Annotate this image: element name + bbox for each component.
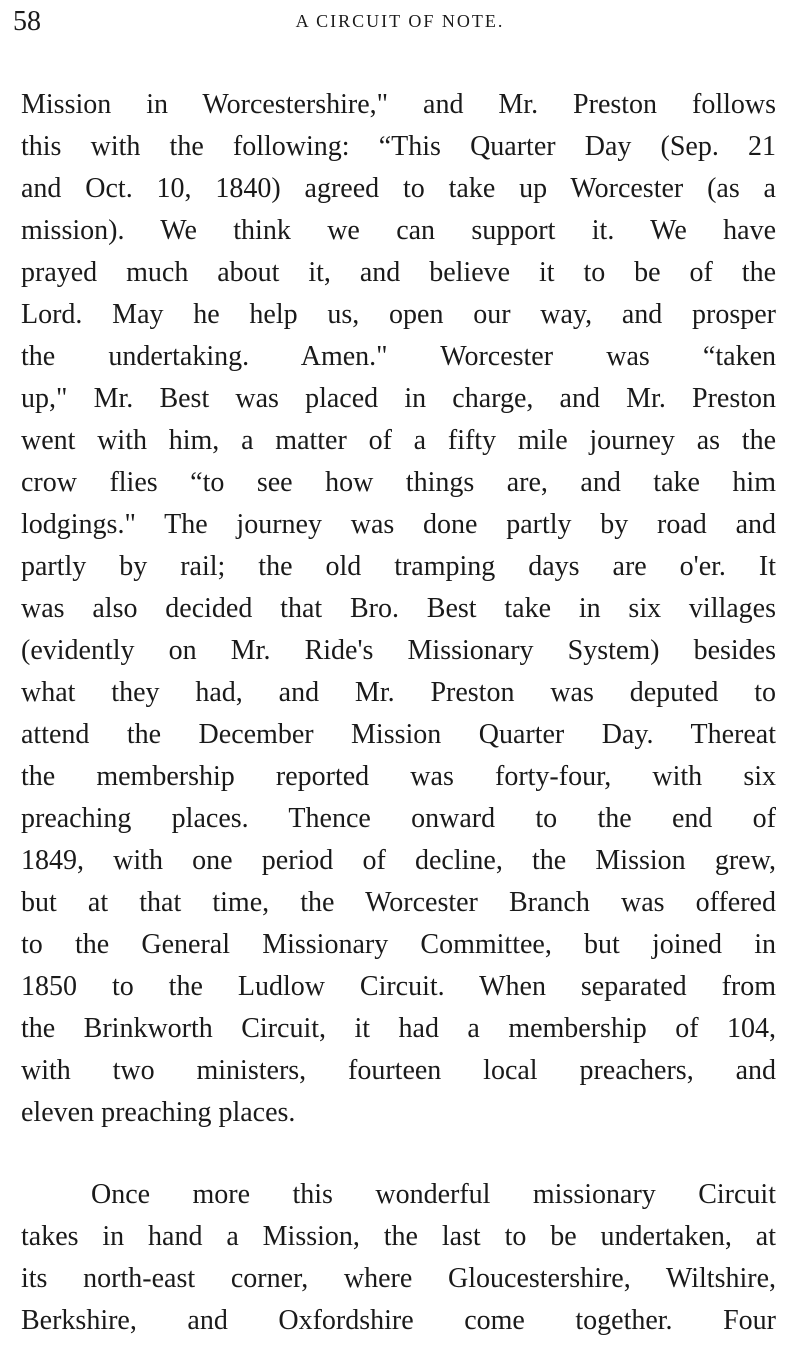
text-line: eleven preaching places. [21,1097,296,1128]
text-line: 1849, with one period of decline, the Mission grew, [21,845,776,876]
text-line: prayed much about it, and believe it to be of the [21,257,776,288]
page-number: 58 [13,6,41,37]
text-line: attend the December Mission Quarter Day. Thereat [21,719,776,750]
text-line: partly by rail; the old tramping days are o'er. It [21,551,776,582]
text-line: the undertaking. Amen." Worcester was “taken [21,341,776,372]
text-line: to the General Missionary Committee, but joined in [21,929,776,960]
text-line: crow flies “to see how things are, and take him [21,467,776,498]
text-line: takes in hand a Mission, the last to be undertaken, at [21,1221,776,1252]
text-line: was also decided that Bro. Best take in six villages [21,593,776,624]
text-line: the Brinkworth Circuit, it had a membership of 104, [21,1013,776,1044]
text-line: and Oct. 10, 1840) agreed to take up Worcester (as a [21,173,776,204]
running-title: A CIRCUIT OF NOTE. [295,11,505,31]
paragraph [21,84,776,1134]
text-line: Berkshire, and Oxfordshire come together. Four [21,1305,776,1336]
text-line: its north-east corner, where Gloucestershire, Wiltshire, [21,1263,776,1294]
text-line: lodgings." The journey was done partly by road and [21,509,776,540]
paragraph [21,1174,776,1342]
text-line: Lord. May he help us, open our way, and prosper [21,299,776,330]
text-line: but at that time, the Worcester Branch was offered [21,887,776,918]
text-line: this with the following: “This Quarter Day (Sep. 21 [21,131,776,162]
text-line: went with him, a matter of a fifty mile journey as the [21,425,776,456]
text-line: mission). We think we can support it. We have [21,215,776,246]
text-line: the membership reported was forty-four, with six [21,761,776,792]
text-line: with two ministers, fourteen local preachers, and [21,1055,776,1086]
text-line: Mission in Worcestershire," and Mr. Preston follows [21,89,776,120]
text-line: up," Mr. Best was placed in charge, and Mr. Preston [21,383,776,414]
text-line: preaching places. Thence onward to the end of [21,803,776,834]
text-line: what they had, and Mr. Preston was deputed to [21,677,776,708]
text-line: 1850 to the Ludlow Circuit. When separated from [21,971,776,1002]
text-line: Once more this wonderful missionary Circuit [91,1179,776,1210]
text-line: (evidently on Mr. Ride's Missionary System) besides [21,635,776,666]
